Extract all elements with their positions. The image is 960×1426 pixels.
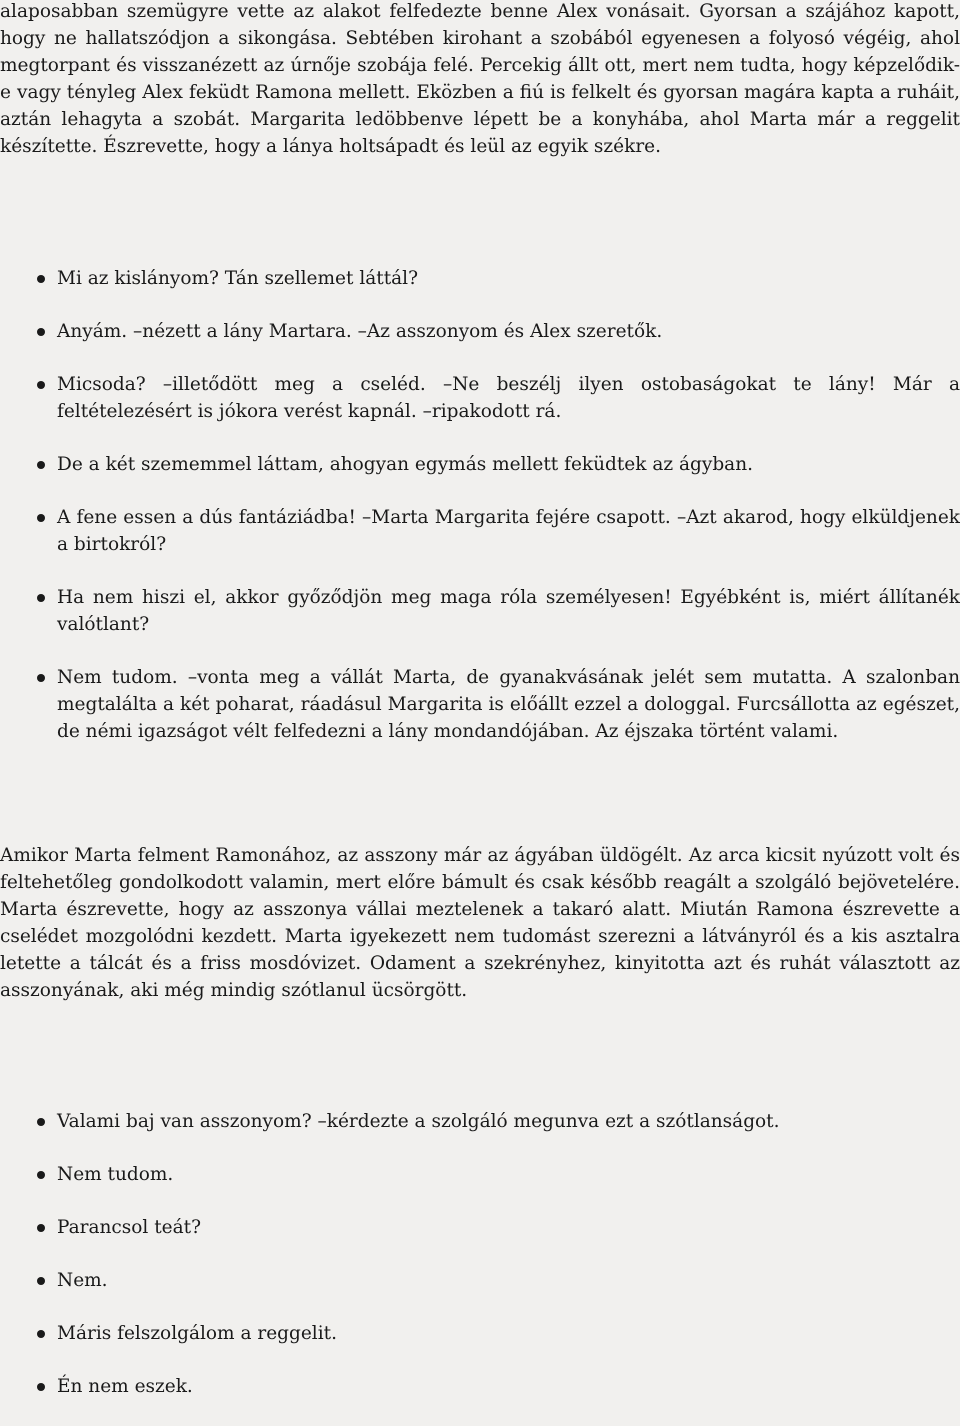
dialogue-item <box>0 265 960 292</box>
dialogue-text: Én nem eszek. <box>57 1376 193 1397</box>
dialogue-item <box>0 318 960 345</box>
dialogue-text: Nem tudom. <box>57 1164 174 1185</box>
bullet-icon <box>37 1383 45 1391</box>
dialogue-text: De a két szememmel láttam, ahogyan egymás mellett feküdtek az ágyban. <box>57 454 753 475</box>
bullet-icon <box>37 674 45 682</box>
bullet-icon <box>37 1330 45 1338</box>
dialogue-text: Máris felszolgálom a reggelit. <box>57 1323 337 1344</box>
bullet-icon <box>37 594 45 602</box>
dialogue-text: Nem. <box>57 1270 108 1291</box>
bullet-icon <box>37 1277 45 1285</box>
bullet-icon <box>37 514 45 522</box>
bullet-icon <box>37 328 45 336</box>
bullet-icon <box>37 461 45 469</box>
dialogue-item <box>0 504 960 558</box>
bullet-icon <box>37 381 45 389</box>
dialogue-text: Nem tudom. –vonta meg a vállát Marta, de gyanakvásának jelét sem mutatta. A szalonban megtalálta a két poharat, ráadásul Margarita is előállt ezzel a dologgal. Furcsállotta az egészet, de némi igazságot vélt felfedezni a lány mondandójában. Az éjszaka történt valami. <box>57 667 960 742</box>
bullet-icon <box>37 1171 45 1179</box>
dialogue-text: Mi az kislányom? Tán szellemet láttál? <box>57 268 418 289</box>
dialogue-list-1 <box>0 265 960 771</box>
dialogue-item <box>0 1267 960 1294</box>
dialogue-item <box>0 1320 960 1347</box>
dialogue-item <box>0 1373 960 1400</box>
dialogue-list-2 <box>0 1108 960 1426</box>
dialogue-item <box>0 1214 960 1241</box>
paragraph-2: Amikor Marta felment Ramonához, az asszony már az ágyában üldögélt. Az arca kicsit nyúzott volt és feltehetőleg gondolkodott valamin, mert előre bámult és csak később reagált a szolgáló bejövetelére. Marta észrevette, hogy az asszonya vállai meztelenek a takaró alatt. Miután Ramona észrevette a cselédet mozgolódni kezdett. Marta igyekezett nem tudomást szerezni a látványról és a kis asztalra letette a tálcát és a friss mosdóvizet. Odament a szekrényhez, kinyitotta azt és ruhát választott az asszonyának, aki még mindig szótlanul ücsörgött. <box>0 845 960 1001</box>
dialogue-item <box>0 371 960 425</box>
dialogue-text: A fene essen a dús fantáziádba! –Marta Margarita fejére csapott. –Azt akarod, hogy elküldjenek a birtokról? <box>57 507 960 555</box>
bullet-icon <box>37 1224 45 1232</box>
paragraph-1: alaposabban szemügyre vette az alakot felfedezte benne Alex vonásait. Gyorsan a szájához kapott, hogy ne hallatszódjon a sikongása. Sebtében kirohant a szobából egyenesen a folyosó végéig, ahol megtorpant és visszanézett az úrnője szobája felé. Percekig állt ott, mert nem tudta, hogy képzelődik-e vagy tényleg Alex feküdt Ramona mellett. Eközben a fiú is felkelt és gyorsan magára kapta a ruháit, aztán lehagyta a szobát. Margarita ledöbbenve lépett be a konyhába, ahol Marta már a reggelit készítette. Észrevette, hogy a lánya holtsápadt és leül az egyik székre. <box>0 1 960 157</box>
dialogue-text: Ha nem hiszi el, akkor győződjön meg maga róla személyesen! Egyébként is, miért állítanék valótlant? <box>57 587 960 635</box>
dialogue-text: Valami baj van asszonyom? –kérdezte a szolgáló megunva ezt a szótlanságot. <box>57 1111 780 1132</box>
bullet-icon <box>37 275 45 283</box>
dialogue-text: Anyám. –nézett a lány Martara. –Az asszonyom és Alex szeretők. <box>57 321 663 342</box>
dialogue-item <box>0 451 960 478</box>
dialogue-text: Parancsol teát? <box>57 1217 201 1238</box>
dialogue-text: Micsoda? –illetődött meg a cseléd. –Ne beszélj ilyen ostobaságokat te lány! Már a feltételezésért is jókora verést kapnál. –ripakodott rá. <box>57 374 960 422</box>
dialogue-item <box>0 1161 960 1188</box>
dialogue-item <box>0 1108 960 1135</box>
dialogue-item <box>0 584 960 638</box>
dialogue-item <box>0 664 960 745</box>
bullet-icon <box>37 1118 45 1126</box>
